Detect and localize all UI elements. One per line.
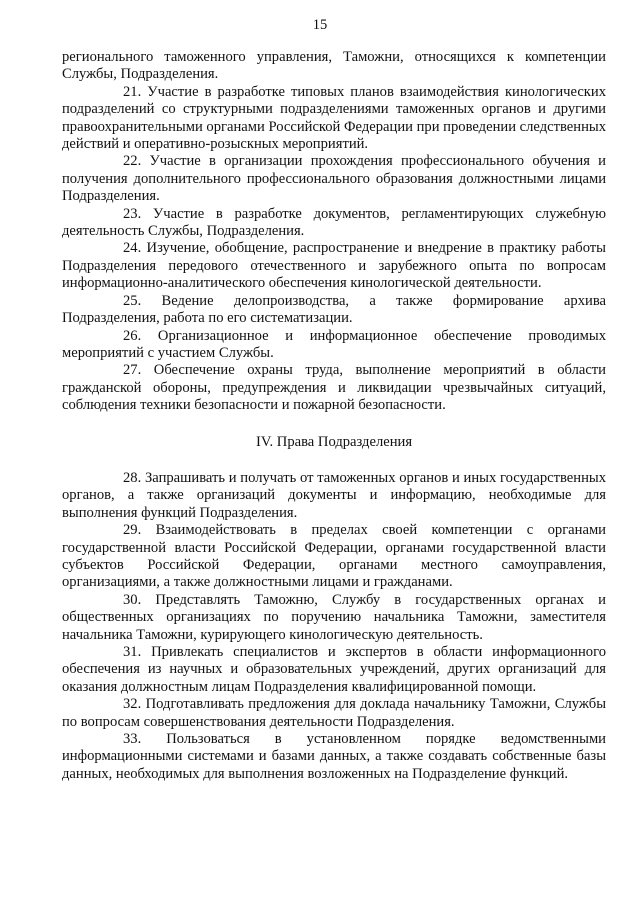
paragraph-30: 30. Представлять Таможню, Службу в государственных органах и общественных организациях по поручению начальника Таможни, заместителя начальника Таможни, курирующего кинологическую деятельность. xyxy=(62,591,606,643)
paragraph-22: 22. Участие в организации прохождения профессионального обучения и получения дополнительного профессионального образования должностными лицами Подразделения. xyxy=(62,153,606,205)
paragraph-21: 21. Участие в разработке типовых планов взаимодействия кинологических подразделений со структурными подразделениями таможенных органов и другими правоохранительными органами Российской Федерации при проведении следственных действий и оперативно-розыскных мероприятий. xyxy=(62,83,606,153)
paragraph-26: 26. Организационное и информационное обеспечение проводимых мероприятий с участием Службы. xyxy=(62,327,606,361)
paragraph-23: 23. Участие в разработке документов, регламентирующих служебную деятельность Службы, Подразделения. xyxy=(62,205,606,240)
paragraph-31: 31. Привлекать специалистов и экспертов в области информационного обеспечения из научных и образовательных учреждений, других организаций для оказания должностным лицам Подразделения квалифицированной помощи. xyxy=(62,644,606,695)
paragraph-28: 28. Запрашивать и получать от таможенных органов и иных государственных органов, а также организаций документы и информацию, необходимые для выполнения функций Подразделения. xyxy=(62,469,606,521)
paragraph-29: 29. Взаимодействовать в пределах своей компетенции с органами государственной власти Российской Федерации, органами государственной власти субъектов Российской Федерации, органами местного самоуправления, организациями, а также должностными лицами и гражданами. xyxy=(62,522,606,591)
paragraph-33: 33. Пользоваться в установленном порядке ведомственными информационными системами и базами данных, а также создавать собственные базы данных, необходимых для выполнения возложенных на Подразделение функций. xyxy=(62,731,606,782)
paragraph-32: 32. Подготавливать предложения для доклада начальнику Таможни, Службы по вопросам совершенствования деятельности Подразделения. xyxy=(62,696,606,730)
paragraph-25: 25. Ведение делопроизводства, а также формирование архива Подразделения, работа по его систематизации. xyxy=(62,292,606,327)
paragraph-27: 27. Обеспечение охраны труда, выполнение мероприятий в области гражданской обороны, предупреждения и ликвидации чрезвычайных ситуаций, соблюдения техники безопасности и пожарной безопасности. xyxy=(62,362,606,414)
paragraph-p20-continuation: регионального таможенного управления, Таможни, относящихся к компетенции Службы, Подразделения. xyxy=(62,49,606,83)
paragraph-group-functions xyxy=(62,49,606,415)
paragraph-24: 24. Изучение, обобщение, распространение и внедрение в практику работы Подразделения передового отечественного и зарубежного опыта по вопросам информационно-аналитического обеспечения кинологической деятельности. xyxy=(62,240,606,292)
section-heading: IV. Права Подразделения xyxy=(255,433,413,450)
page-number: 15 xyxy=(312,17,328,33)
document-body xyxy=(62,49,606,783)
paragraph-group-rights xyxy=(62,470,606,783)
